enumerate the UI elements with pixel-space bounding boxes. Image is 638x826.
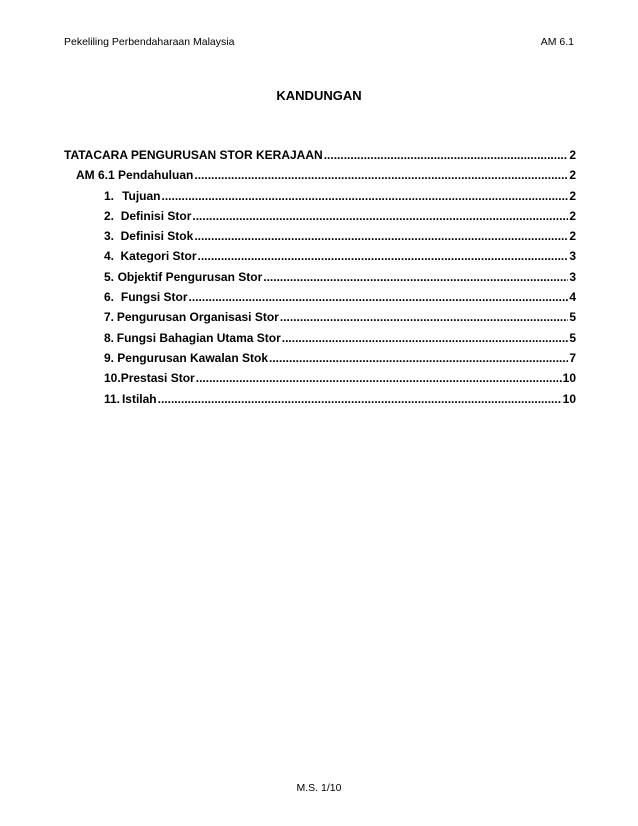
toc-item-number: 8. <box>104 330 115 345</box>
toc-page-number: 2 <box>569 168 576 183</box>
header-document-code: AM 6.1 <box>540 36 574 48</box>
toc-entry-text: Prestasi Stor <box>120 371 195 386</box>
toc-item-row[interactable] <box>64 331 576 351</box>
page-header <box>64 36 574 52</box>
toc-item-number: 9. <box>104 350 115 365</box>
toc-item-number: 5. <box>104 269 115 284</box>
toc-entry-text: TATACARA PENGURUSAN STOR KERAJAAN <box>64 148 323 162</box>
toc-page-number: 4 <box>569 290 576 305</box>
toc-entry-text: Fungsi Bahagian Utama Stor <box>116 330 281 345</box>
toc-entry-text: Tujuan <box>122 188 161 203</box>
toc-item-number: 3. <box>104 229 115 244</box>
toc-entry-text: Kategori Stor <box>120 249 197 264</box>
toc-entry-text: Pengurusan Organisasi Stor <box>116 310 279 325</box>
toc-dot-leader <box>269 351 568 365</box>
toc-dot-leader <box>280 310 568 324</box>
toc-item-number: 10. <box>104 371 121 386</box>
toc-entry-text: Definisi Stor <box>120 208 192 223</box>
page-title: KANDUNGAN <box>276 88 362 103</box>
toc-dot-leader <box>189 290 569 304</box>
toc-dot-leader <box>162 189 569 203</box>
toc-page-number: 10 <box>562 391 576 406</box>
toc-item-row[interactable] <box>64 310 576 330</box>
toc-entry-text: AM 6.1 Pendahuluan <box>76 168 194 183</box>
toc-dot-leader <box>196 371 562 385</box>
toc-item-row[interactable] <box>64 351 576 371</box>
toc-page-number: 7 <box>569 350 576 365</box>
toc-item-row[interactable] <box>64 209 576 229</box>
toc-dot-leader <box>198 249 569 263</box>
toc-page-number: 5 <box>569 330 576 345</box>
toc-page-number: 2 <box>569 188 576 203</box>
toc-item-row[interactable] <box>64 371 576 391</box>
toc-page-number: 3 <box>569 249 576 264</box>
toc-dot-leader <box>158 392 562 406</box>
toc-dot-leader <box>324 148 569 162</box>
toc-dot-leader <box>194 229 568 243</box>
toc-entry-text: Istilah <box>121 391 157 406</box>
toc-item-row[interactable] <box>64 290 576 310</box>
toc-dot-leader <box>282 331 569 345</box>
toc-page-number: 5 <box>569 310 576 325</box>
toc-page-number: 2 <box>569 208 576 223</box>
page-number-footer: M.S. 1/10 <box>296 782 342 794</box>
toc-item-row[interactable] <box>64 229 576 249</box>
toc-page-number: 2 <box>569 229 576 244</box>
header-document-title: Pekeliling Perbendaharaan Malaysia <box>64 36 235 48</box>
toc-entry-text: Definisi Stok <box>120 229 194 244</box>
toc-entry-text: Pengurusan Kawalan Stok <box>117 350 268 365</box>
toc-item-row[interactable] <box>64 270 576 290</box>
toc-item-number: 2. <box>104 208 115 223</box>
toc-dot-leader <box>192 209 568 223</box>
toc-page-number: 10 <box>562 371 576 386</box>
toc-item-number: 4. <box>104 249 115 264</box>
toc-item-row[interactable] <box>64 249 576 269</box>
toc-section-row[interactable] <box>64 168 576 188</box>
toc-item-number: 1. <box>104 188 115 203</box>
toc-heading-row[interactable] <box>64 148 576 168</box>
toc-entry-text: Objektif Pengurusan Stor <box>117 269 263 284</box>
toc-item-row[interactable] <box>64 189 576 209</box>
toc-entry-text: Fungsi Stor <box>120 290 188 305</box>
toc-item-number: 11. <box>104 391 121 406</box>
toc-dot-leader <box>263 270 568 284</box>
toc-item-row[interactable] <box>64 392 576 412</box>
toc-page-number: 2 <box>569 148 576 162</box>
toc-page-number: 3 <box>569 269 576 284</box>
toc-item-number: 7. <box>104 310 115 325</box>
toc-dot-leader <box>194 168 568 182</box>
toc-item-number: 6. <box>104 290 115 305</box>
table-of-contents <box>64 148 576 412</box>
